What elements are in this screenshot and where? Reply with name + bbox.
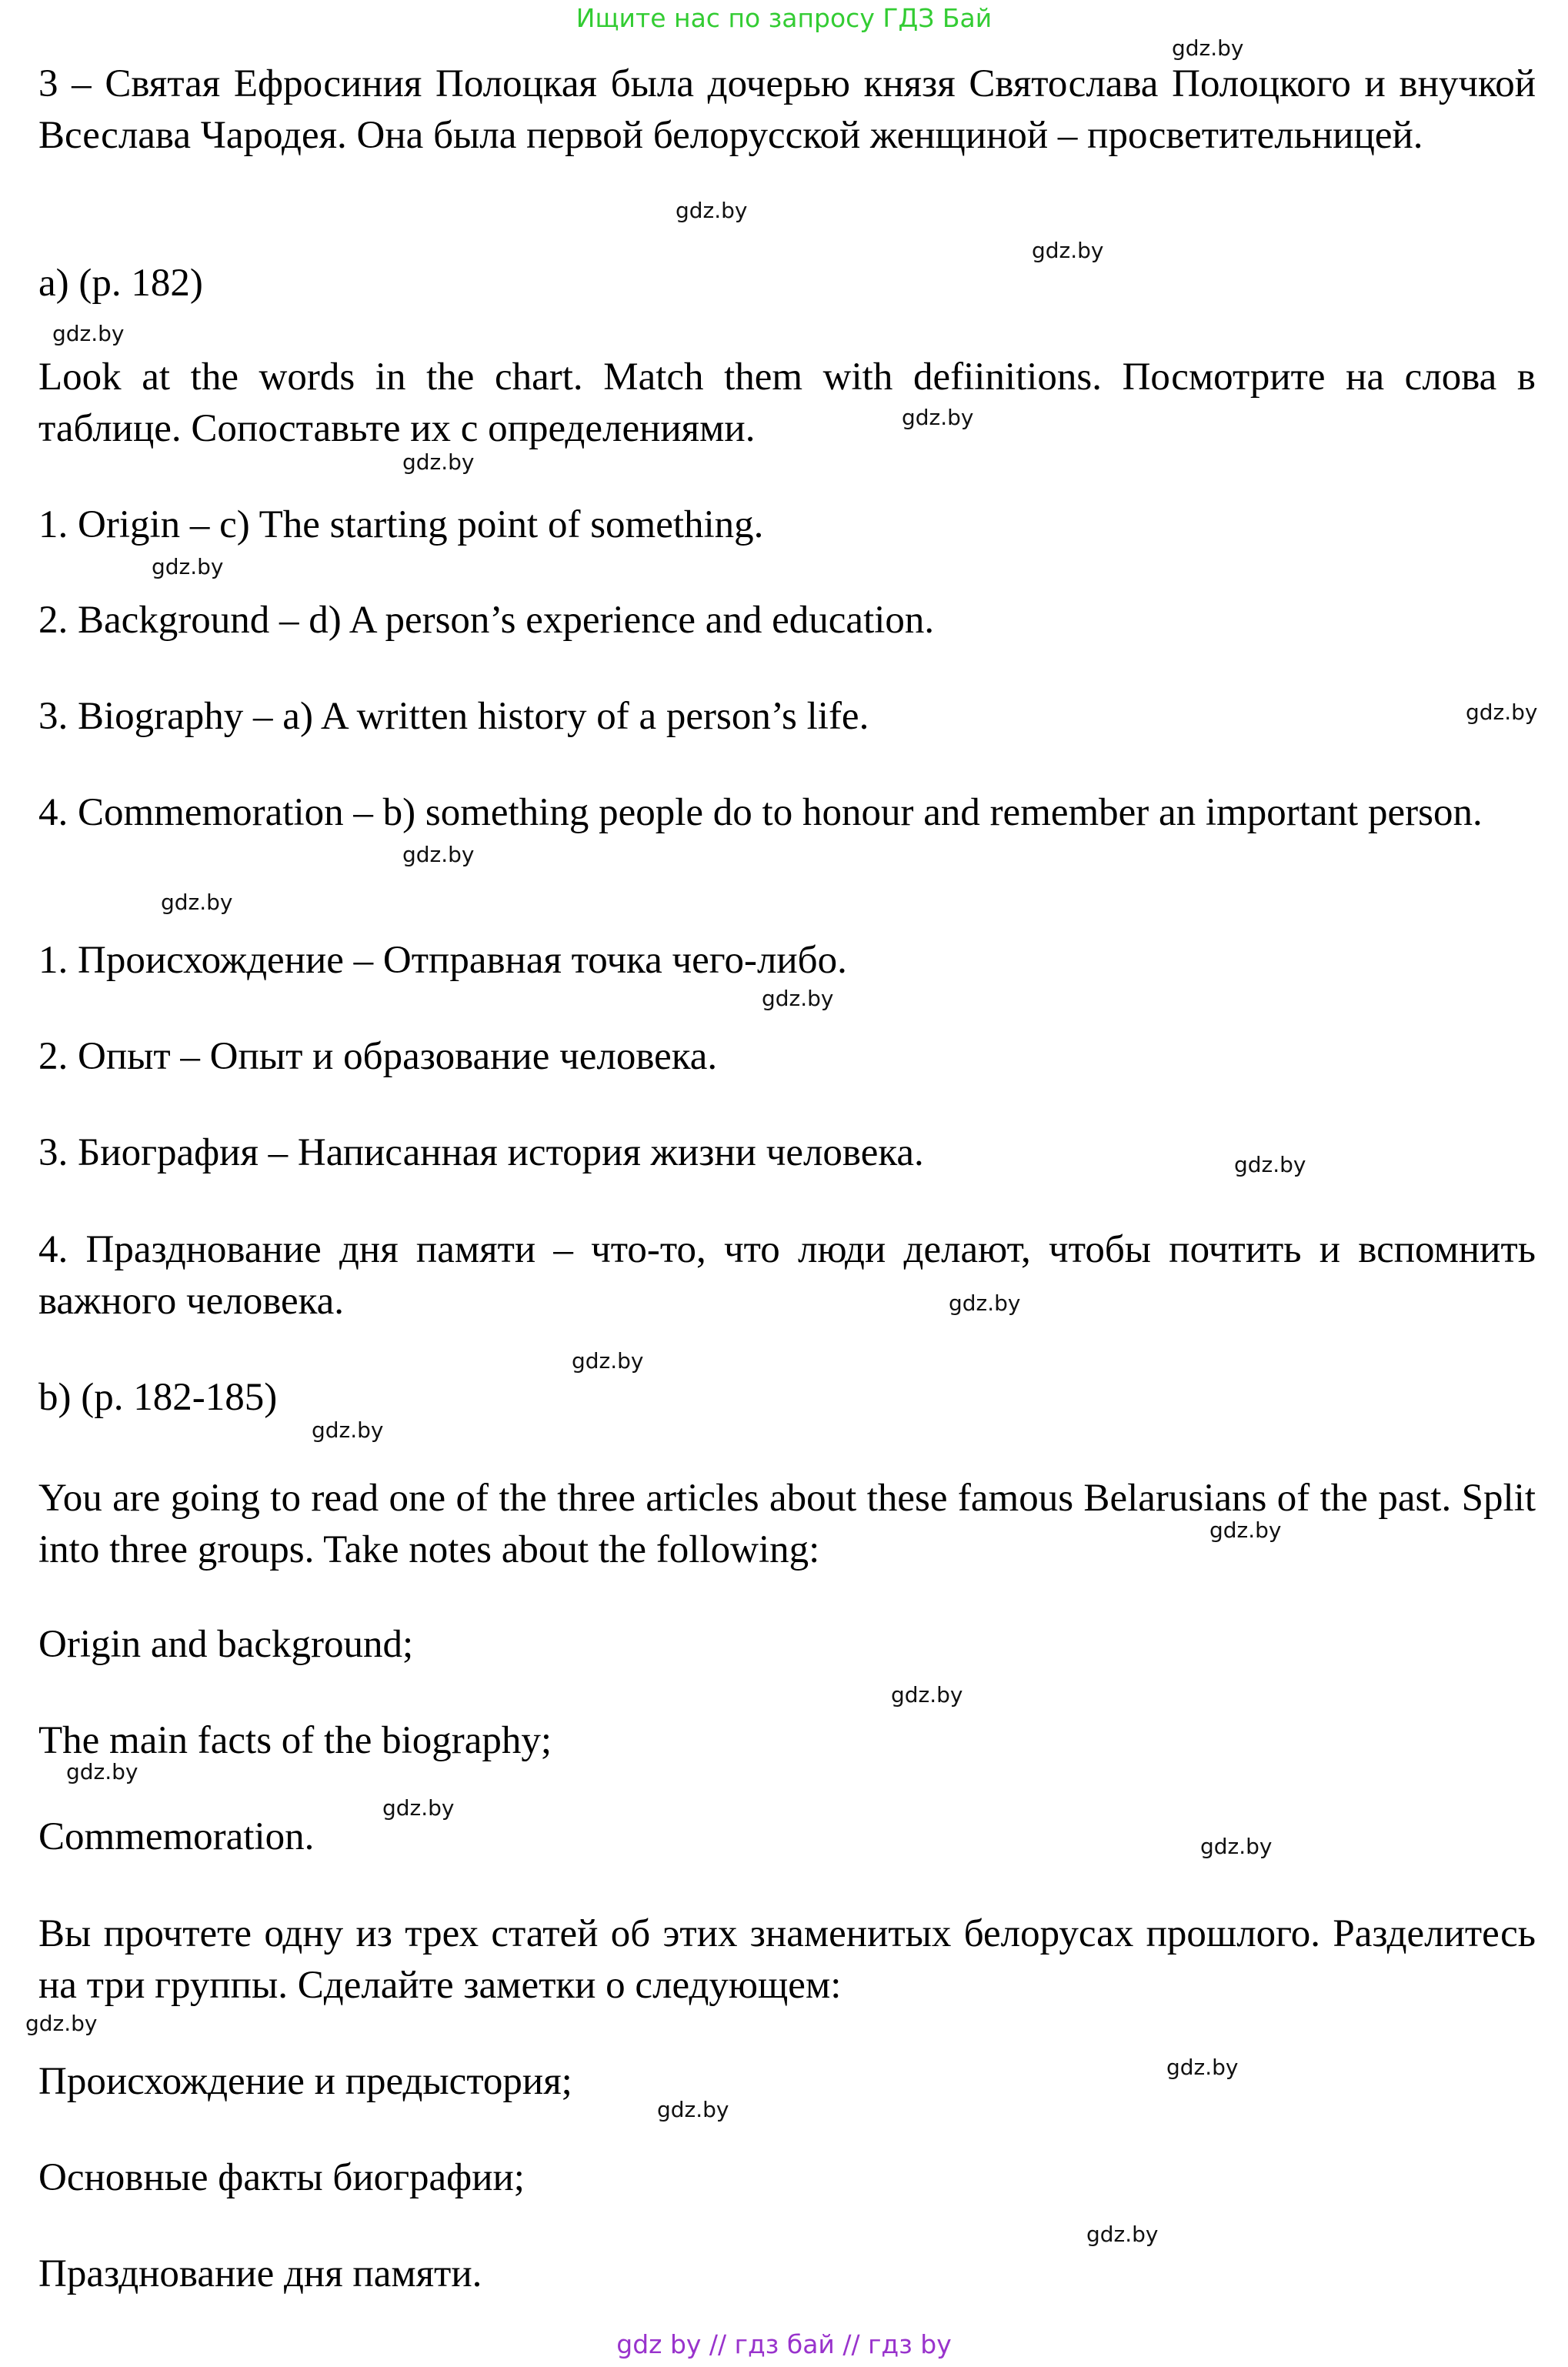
watermark: gdz.by [52, 321, 125, 346]
watermark: gdz.by [66, 1759, 138, 1784]
note-item-ru-3: Празднование дня памяти. [38, 2252, 482, 2295]
note-item-ru-1: Происхождение и предыстория; [38, 2060, 572, 2103]
answer-en-2: 2. Background – d) A person’s experience and education. [38, 599, 935, 642]
footer-links: gdz by // гдз бай // гдз by [616, 2329, 952, 2359]
watermark: gdz.by [1166, 2055, 1239, 2080]
watermark: gdz.by [891, 1682, 963, 1708]
watermark: gdz.by [1209, 1517, 1282, 1543]
watermark: gdz.by [402, 842, 475, 867]
watermark: gdz.by [312, 1417, 384, 1443]
watermark: gdz.by [1234, 1152, 1306, 1177]
paragraph-intro: 3 – Святая Ефросиния Полоцкая была дочерью князя Святослава Полоцкого и внучкой Всеслава Чародея. Она была первой белорусской женщиной – просветительницей. [38, 62, 1536, 157]
answer-en-3: 3. Biography – a) A written history of a person’s life. [38, 695, 869, 738]
note-item-en-1: Origin and background; [38, 1623, 414, 1666]
answer-ru-3: 3. Биография – Написанная история жизни человека. [38, 1131, 924, 1174]
section-a-heading: a) (p. 182) [38, 262, 203, 305]
watermark: gdz.by [1086, 2222, 1159, 2247]
task-a-instruction: Look at the words in the chart. Match them with defiinitions. Посмотрите на слова в таблице. Сопоставьте их с определениями. [38, 356, 1536, 450]
task-b-instruction-en: You are going to read one of the three articles about these famous Belarusians of the past. Split into three groups. Take notes about the following: [38, 1477, 1536, 1571]
note-item-ru-2: Основные факты биографии; [38, 2156, 525, 2199]
watermark: gdz.by [161, 890, 233, 915]
watermark: gdz.by [902, 405, 974, 430]
answer-en-1: 1. Origin – c) The starting point of something. [38, 503, 764, 546]
watermark: gdz.by [1172, 35, 1244, 61]
answer-ru-2: 2. Опыт – Опыт и образование человека. [38, 1035, 718, 1078]
watermark: gdz.by [382, 1795, 455, 1821]
watermark: gdz.by [25, 2011, 98, 2036]
section-b-heading: b) (p. 182-185) [38, 1376, 278, 1419]
watermark: gdz.by [402, 449, 475, 475]
search-banner: Ищите нас по запросу ГДЗ Бай [575, 3, 993, 33]
watermark: gdz.by [676, 198, 748, 223]
answer-ru-4: 4. Празднование дня памяти – что-то, что люди делают, чтобы почтить и вспомнить важного человека. [38, 1228, 1536, 1323]
watermark: gdz.by [657, 2097, 729, 2122]
watermark: gdz.by [762, 986, 834, 1011]
watermark: gdz.by [1200, 1834, 1273, 1859]
task-b-instruction-ru: Вы прочтете одну из трех статей об этих знаменитых белорусах прошлого. Разделитесь на три группы. Сделайте заметки о следующем: [38, 1912, 1536, 2007]
note-item-en-3: Commemoration. [38, 1815, 315, 1858]
watermark: gdz.by [1466, 699, 1538, 725]
note-item-en-2: The main facts of the biography; [38, 1719, 552, 1762]
watermark: gdz.by [572, 1348, 644, 1374]
watermark: gdz.by [152, 554, 224, 579]
watermark: gdz.by [949, 1290, 1021, 1316]
answer-ru-1: 1. Происхождение – Отправная точка чего-либо. [38, 939, 847, 982]
answer-en-4: 4. Commemoration – b) something people do to honour and remember an important person. [38, 791, 1483, 834]
watermark: gdz.by [1032, 238, 1104, 263]
